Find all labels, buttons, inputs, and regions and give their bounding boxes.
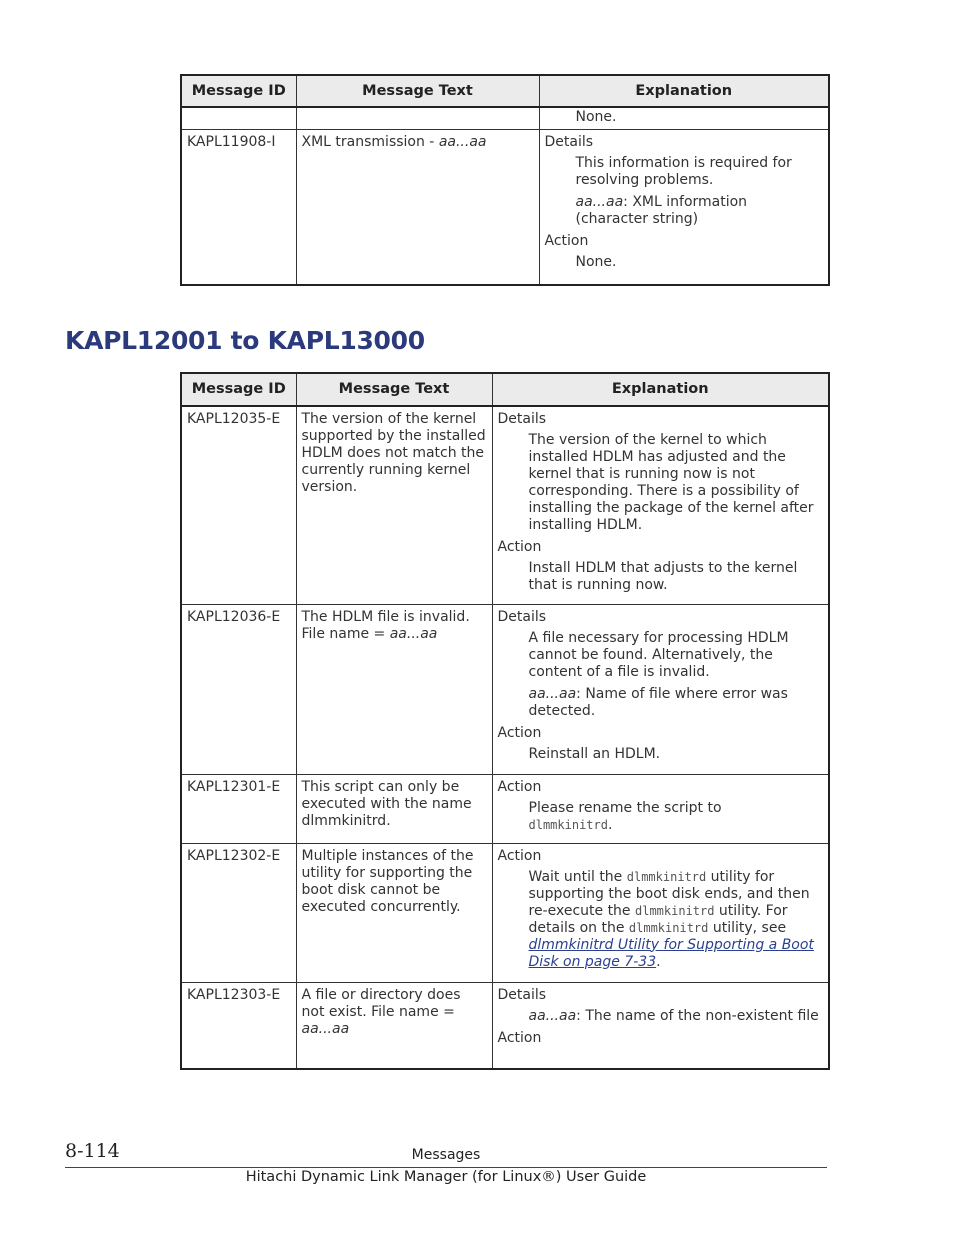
details-variable: aa...aa: Name of file where error was detected.: [528, 685, 788, 719]
table-row: [181, 843, 829, 982]
table-row: [181, 982, 829, 1069]
action-text: None.: [575, 254, 617, 270]
explanation: [492, 604, 829, 774]
footer-doc-title: Hitachi Dynamic Link Manager (for Linux®) User Guide: [245, 1169, 647, 1185]
explanation: [492, 843, 829, 982]
action-label: Action: [544, 233, 589, 249]
details-text: The version of the kernel to which installed HDLM has adjusted and the kernel that is running now is not corresponding. There is a possibility of installing the package of the kernel after installing HDLM.: [528, 432, 814, 533]
message-text: XML transmission - aa...aa: [296, 130, 539, 285]
table-header-row: [181, 373, 829, 406]
details-text: This information is required for resolving problems.: [575, 155, 792, 188]
message-text: Multiple instances of the utility for supporting the boot disk cannot be executed concurrently.: [296, 843, 492, 982]
message-id: KAPL11908-I: [181, 130, 296, 285]
details-text: A file necessary for processing HDLM cannot be found. Alternatively, the content of a file is invalid.: [528, 629, 789, 680]
action-label: Action: [497, 778, 542, 795]
page-number: 8-114: [65, 1140, 120, 1162]
details-variable: aa...aa: XML information (character string): [575, 194, 748, 227]
explanation: [492, 774, 829, 843]
action-text: Reinstall an HDLM.: [528, 745, 661, 762]
details-label: Details: [544, 134, 594, 150]
message-text: A file or directory does not exist. File name = aa...aa: [296, 982, 492, 1069]
message-table-continued: [180, 74, 830, 286]
table-header-row: [181, 75, 829, 107]
table-row: [181, 604, 829, 774]
header-message-id: Message ID: [181, 75, 296, 107]
explanation: [492, 982, 829, 1069]
action-label: Action: [497, 847, 542, 864]
message-table: [180, 372, 830, 1070]
action-text: Wait until the dlmmkinitrd utility for supporting the boot disk ends, and then re-execute the dlmmkinitrd utility. For details on the dlmmkinitrd utility, see dlmmkinitrd Utility for Supporting a Boot Disk on page 7-33.: [528, 868, 814, 970]
explanation: [539, 130, 829, 285]
table-row: [181, 107, 829, 130]
message-id: KAPL12302-E: [181, 843, 296, 982]
action-label: Action: [497, 724, 542, 741]
message-text: The version of the kernel supported by the installed HDLM does not match the currently running kernel version.: [296, 406, 492, 604]
table-row: [181, 406, 829, 604]
header-message-text: Message Text: [296, 373, 492, 406]
details-variable: aa...aa: The name of the non-existent file: [528, 1007, 819, 1024]
message-text: The HDLM file is invalid. File name = aa...aa: [296, 604, 492, 774]
section-title: KAPL12001 to KAPL13000: [65, 326, 425, 355]
action-text: Please rename the script to dlmmkinitrd.: [528, 799, 722, 833]
action-text: Install HDLM that adjusts to the kernel that is running now.: [528, 560, 798, 593]
header-explanation: Explanation: [539, 75, 829, 107]
header-explanation: Explanation: [492, 373, 829, 406]
table-row: [181, 130, 829, 285]
footer-divider: [65, 1167, 827, 1168]
message-id: KAPL12301-E: [181, 774, 296, 843]
details-label: Details: [497, 608, 547, 625]
message-text: This script can only be executed with the name dlmmkinitrd.: [296, 774, 492, 843]
details-label: Details: [497, 986, 547, 1003]
header-message-text: Message Text: [296, 75, 539, 107]
cross-reference-link[interactable]: dlmmkinitrd Utility for Supporting a Boot Disk on page 7-33: [528, 936, 814, 970]
details-label: Details: [497, 411, 547, 427]
footer-section: Messages: [411, 1147, 481, 1163]
message-id: KAPL12303-E: [181, 982, 296, 1069]
header-message-id: Message ID: [181, 373, 296, 406]
action-label: Action: [497, 539, 542, 555]
action-label: Action: [497, 1029, 542, 1046]
message-id: KAPL12036-E: [181, 604, 296, 774]
table-row: [181, 774, 829, 843]
continued-action-text: None.: [575, 109, 617, 125]
message-id: KAPL12035-E: [181, 406, 296, 604]
explanation: [492, 406, 829, 604]
